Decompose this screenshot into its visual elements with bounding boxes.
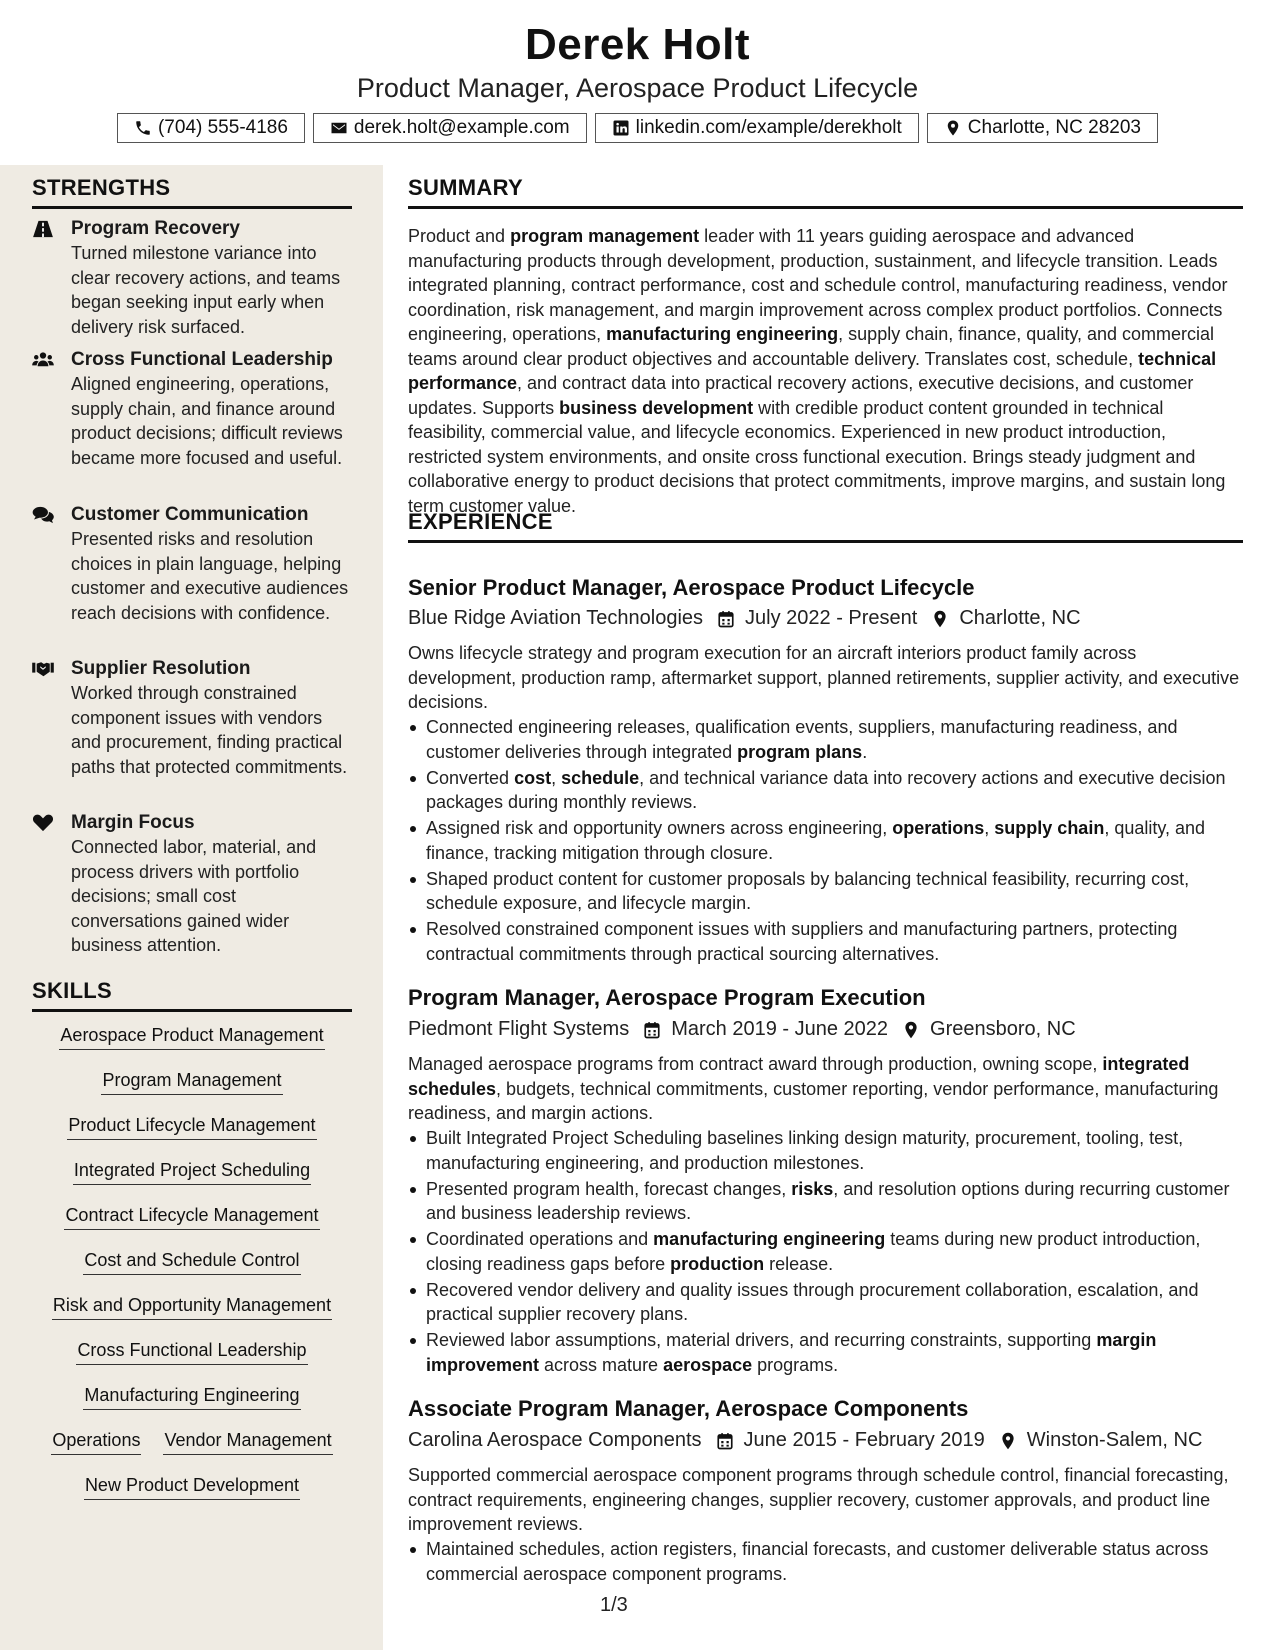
resume-header	[0, 0, 1275, 165]
bullet-item: Recovered vendor delivery and quality issues through procurement collaboration, escalation, and practical supplier recovery plans.	[408, 1278, 1243, 1327]
users-icon	[32, 351, 54, 369]
skill-tag: Vendor Management	[163, 1428, 332, 1455]
job-bullets	[408, 1126, 1243, 1379]
job-meta	[408, 607, 1081, 630]
skill-tag: Program Management	[101, 1068, 282, 1095]
job-bullets	[408, 1537, 1243, 1588]
bullet-item: Connected engineering releases, qualification events, suppliers, manufacturing readiness, and customer deliveries through integrated program plans.	[408, 715, 1243, 764]
job-company: Carolina Aerospace Components	[408, 1429, 702, 1451]
page-number: 1/3	[600, 1594, 628, 1616]
skill-tag: Cross Functional Leadership	[76, 1338, 307, 1365]
road-icon	[32, 220, 54, 238]
heart-icon	[32, 814, 54, 832]
contact-email[interactable]	[313, 113, 587, 143]
job-dates: July 2022 - Present	[745, 607, 918, 629]
handshake-icon	[32, 660, 54, 678]
bullet-item: Shaped product content for customer proposals by balancing technical feasibility, recurring cost, schedule exposure, and lifecycle margin.	[408, 867, 1243, 916]
sidebar	[0, 165, 383, 1650]
job-location: Charlotte, NC	[959, 607, 1081, 629]
job-bullets	[408, 715, 1243, 968]
experience-heading: EXPERIENCE	[408, 509, 1243, 543]
map-marker-icon	[944, 119, 962, 137]
summary-heading: SUMMARY	[408, 175, 1243, 209]
map-marker-icon	[999, 1432, 1017, 1450]
strength-title: Margin Focus	[71, 812, 195, 833]
contact-location	[927, 113, 1158, 143]
bullet-item: Built Integrated Project Scheduling baselines linking design maturity, procurement, tooling, test, manufacturing engineering, and production milestones.	[408, 1126, 1243, 1175]
linkedin-icon	[612, 119, 630, 137]
job-summary: Owns lifecycle strategy and program execution for an aircraft interiors product family across development, production ramp, aftermarket support, planned retirements, supplier activity, and executive decisions.	[408, 643, 1240, 712]
skill-tag: Contract Lifecycle Management	[64, 1203, 319, 1230]
strength-desc: Presented risks and resolution choices in plain language, helping customer and executive audiences reach decisions with confidence.	[71, 529, 349, 623]
job-title: Associate Program Manager, Aerospace Components	[408, 1396, 969, 1421]
skill-tag: New Product Development	[84, 1473, 300, 1500]
phone-text: (704) 555-4186	[157, 117, 288, 138]
bullet-item: Presented program health, forecast changes, risks, and resolution options during recurring customer and business leadership reviews.	[408, 1177, 1243, 1226]
map-marker-icon	[902, 1021, 920, 1039]
skill-tag: Risk and Opportunity Management	[52, 1293, 332, 1320]
main-content	[383, 165, 1275, 1650]
bullet-item: Assigned risk and opportunity owners across engineering, operations, supply chain, quality, and finance, tracking mitigation through closure.	[408, 816, 1243, 865]
bullet-item: Reviewed labor assumptions, material drivers, and recurring constraints, supporting margin improvement across mature aerospace programs.	[408, 1328, 1243, 1377]
skill-tag: Aerospace Product Management	[59, 1023, 324, 1050]
contact-linkedin[interactable]	[595, 113, 919, 143]
strength-title: Cross Functional Leadership	[71, 349, 333, 370]
skills-list	[32, 1023, 352, 1518]
skill-tag: Integrated Project Scheduling	[73, 1158, 311, 1185]
comments-icon	[32, 506, 54, 524]
bullet-item: Converted cost, schedule, and technical variance data into recovery actions and executive decision packages during monthly reviews.	[408, 766, 1243, 815]
skill-tag: Product Lifecycle Management	[67, 1113, 316, 1140]
job-company: Blue Ridge Aviation Technologies	[408, 607, 704, 629]
email-text: derek.holt@example.com	[353, 117, 570, 138]
strength-item	[32, 217, 352, 339]
skill-tag: Operations	[51, 1428, 141, 1455]
job-location: Winston-Salem, NC	[1026, 1429, 1203, 1451]
calendar-icon	[716, 1432, 734, 1450]
phone-icon	[134, 119, 152, 137]
bullet-item: Resolved constrained component issues with suppliers and manufacturing partners, protecting contractual commitments through practical sourcing alternatives.	[408, 917, 1243, 966]
skills-heading: SKILLS	[32, 978, 352, 1012]
strength-item	[32, 657, 352, 779]
job-company: Piedmont Flight Systems	[408, 1018, 630, 1040]
strength-item	[32, 348, 352, 470]
job-meta	[408, 1429, 1202, 1452]
strength-title: Program Recovery	[71, 218, 240, 239]
strength-desc: Aligned engineering, operations, supply chain, and finance around product decisions; difficult reviews became more focused and useful.	[71, 374, 343, 468]
contact-bar	[0, 113, 1275, 143]
summary-text: Product and program management leader with 11 years guiding aerospace and advanced manufacturing products through development, production, sustainment, and lifecycle transition. Leads integrated planning, contract performance, cost and schedule control, manufacturing readiness, vendor coordination, risk management, and margin improvement across complex product portfolios. Connects engineering, operations, manufacturing engineering, supply chain, finance, quality, and commercial teams around clear product objectives and accountable delivery. Translates cost, schedule, technical performance, and contract data into practical recovery actions, executive decisions, and customer updates. Supports business development with credible product content grounded in technical feasibility, commercial value, and lifecycle economics. Experienced in new product introduction, restricted system environments, and onsite cross functional execution. Brings steady judgment and collaborative energy to product decisions that protect commitments, improve margins, and sustain long term customer value.	[408, 226, 1228, 516]
skill-tag: Cost and Schedule Control	[83, 1248, 300, 1275]
candidate-title: Product Manager, Aerospace Product Lifecycle	[356, 73, 919, 103]
strengths-heading: STRENGTHS	[32, 175, 352, 209]
strength-desc: Worked through constrained component issues with vendors and procurement, finding practical paths that protected commitments.	[71, 683, 348, 777]
job-meta	[408, 1018, 1076, 1041]
strength-title: Supplier Resolution	[71, 658, 251, 679]
job-summary: Managed aerospace programs from contract award through production, owning scope, integrated schedules, budgets, technical commitments, customer reporting, vendor performance, manufacturing readiness, and margin actions.	[408, 1054, 1219, 1123]
envelope-icon	[330, 119, 348, 137]
calendar-icon	[717, 610, 735, 628]
calendar-icon	[643, 1021, 661, 1039]
job-title: Senior Product Manager, Aerospace Product Lifecycle	[408, 575, 975, 600]
contact-phone[interactable]	[117, 113, 305, 143]
bullet-item: Coordinated operations and manufacturing engineering teams during new product introduction, closing readiness gaps before production release.	[408, 1227, 1243, 1276]
strength-item	[32, 503, 352, 625]
linkedin-text: linkedin.com/example/derekholt	[635, 117, 902, 138]
strength-desc: Turned milestone variance into clear recovery actions, and teams began seeking input early when delivery risk surfaced.	[71, 243, 341, 337]
map-marker-icon	[931, 610, 949, 628]
bullet-item: Maintained schedules, action registers, financial forecasts, and customer deliverable status across commercial aerospace component programs.	[408, 1537, 1243, 1586]
job-location: Greensboro, NC	[930, 1018, 1076, 1040]
skill-tag: Manufacturing Engineering	[83, 1383, 300, 1410]
job-summary: Supported commercial aerospace component programs through schedule control, financial forecasting, contract requirements, engineering changes, supplier recovery, customer approvals, and product line improvement reviews.	[408, 1465, 1229, 1534]
strength-title: Customer Communication	[71, 504, 309, 525]
job-dates: June 2015 - February 2019	[743, 1429, 985, 1451]
strength-item	[32, 811, 352, 958]
candidate-name: Derek Holt	[524, 20, 751, 69]
strength-desc: Connected labor, material, and process drivers with portfolio decisions; small cost conversations gained wider business attention.	[71, 837, 317, 955]
job-dates: March 2019 - June 2022	[671, 1018, 889, 1040]
job-title: Program Manager, Aerospace Program Execution	[408, 985, 926, 1010]
location-text: Charlotte, NC 28203	[967, 117, 1141, 138]
